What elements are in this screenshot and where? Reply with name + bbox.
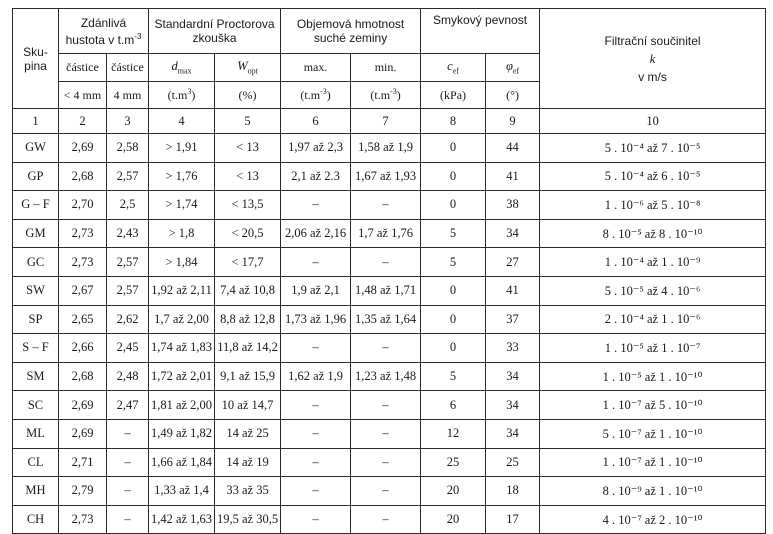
filtration-cell: 5 . 10⁻⁷ až 1 . 10⁻¹⁰: [540, 419, 766, 448]
dry-max-cell: 1,73 až 1,96: [281, 305, 351, 334]
particles-lt4-unit: < 4 mm: [59, 82, 107, 109]
min-header: min.: [351, 54, 421, 82]
group-cell: GP: [13, 162, 59, 191]
table-row: [13, 191, 766, 220]
dmax-cell: 1,81 až 2,00: [149, 391, 215, 420]
dmax-unit-exp: 3: [187, 87, 192, 96]
proctor-header: [149, 9, 281, 54]
group-cell: SW: [13, 276, 59, 305]
density-lt4-cell: 2,69: [59, 134, 107, 163]
table-row: [13, 334, 766, 363]
wopt-cell: 11,8 až 14,2: [215, 334, 281, 363]
density-4-cell: 2,47: [107, 391, 149, 420]
group-header: [13, 9, 59, 109]
filtration-header: [540, 9, 766, 109]
density-4-cell: 2,45: [107, 334, 149, 363]
phi-subscript: ef: [512, 66, 520, 76]
density-4-cell: 2,62: [107, 305, 149, 334]
dry-min-cell: 1,48 až 1,71: [351, 276, 421, 305]
density-lt4-cell: 2,73: [59, 219, 107, 248]
wopt-header: [215, 54, 281, 82]
density-lt4-cell: 2,68: [59, 162, 107, 191]
dmax-cell: 1,49 až 1,82: [149, 419, 215, 448]
dry-min-cell: –: [351, 477, 421, 506]
density-lt4-cell: 2,71: [59, 448, 107, 477]
filtration-cell: 1 . 10⁻⁶ až 5 . 10⁻⁸: [540, 191, 766, 220]
filtration-header-line1: Filtrační součinitel: [604, 33, 701, 48]
dry-min-cell: –: [351, 391, 421, 420]
dmax-header: [149, 54, 215, 82]
density-lt4-cell: 2,73: [59, 505, 107, 534]
phi-cell: 34: [486, 419, 540, 448]
filtration-cell: 1 . 10⁻⁷ až 1 . 10⁻¹⁰: [540, 448, 766, 477]
table-row: [13, 505, 766, 534]
table-row: [13, 276, 766, 305]
density-4-cell: –: [107, 448, 149, 477]
dmax-cell: 1,66 až 1,84: [149, 448, 215, 477]
wopt-cell: < 20,5: [215, 219, 281, 248]
phi-cell: 44: [486, 134, 540, 163]
density-4-cell: 2,48: [107, 362, 149, 391]
dmax-subscript: max: [177, 66, 192, 76]
dmax-cell: > 1,76: [149, 162, 215, 191]
dmax-cell: 1,42 až 1,63: [149, 505, 215, 534]
cef-cell: 0: [421, 305, 486, 334]
density-lt4-cell: 2,65: [59, 305, 107, 334]
density-lt4-cell: 2,69: [59, 391, 107, 420]
phi-cell: 34: [486, 219, 540, 248]
cef-symbol: c: [447, 59, 453, 74]
wopt-cell: 14 až 19: [215, 448, 281, 477]
density-4-cell: 2,43: [107, 219, 149, 248]
filtration-cell: 5 . 10⁻⁴ až 7 . 10⁻⁵: [540, 134, 766, 163]
dry-min-cell: –: [351, 505, 421, 534]
dmax-cell: > 1,91: [149, 134, 215, 163]
cef-cell: 0: [421, 162, 486, 191]
phi-cell: 38: [486, 191, 540, 220]
phi-cell: 18: [486, 477, 540, 506]
phi-symbol: φ: [505, 59, 513, 74]
phi-unit: (°): [486, 82, 540, 109]
dmax-cell: > 1,8: [149, 219, 215, 248]
dry-max-cell: –: [281, 334, 351, 363]
table-row: [13, 419, 766, 448]
wopt-cell: < 13,5: [215, 191, 281, 220]
dmax-cell: 1,72 až 2,01: [149, 362, 215, 391]
phi-cell: 34: [486, 362, 540, 391]
col-number: 7: [351, 109, 421, 134]
dmax-cell: > 1,84: [149, 248, 215, 277]
dry-max-cell: –: [281, 191, 351, 220]
filtration-header-symbol: k: [649, 50, 656, 66]
dry-max-cell: 2,1 až 2.3: [281, 162, 351, 191]
dry-max-cell: 1,97 až 2,3: [281, 134, 351, 163]
table-row: [13, 391, 766, 420]
cef-cell: 0: [421, 276, 486, 305]
filtration-cell: 1 . 10⁻⁵ až 1 . 10⁻¹⁰: [540, 362, 766, 391]
wopt-cell: < 17,7: [215, 248, 281, 277]
particles-4-header: částice: [107, 54, 149, 82]
wopt-cell: 14 až 25: [215, 419, 281, 448]
cef-header: [421, 54, 486, 82]
table-row: [13, 162, 766, 191]
density-4-cell: 2,58: [107, 134, 149, 163]
dmax-unit-text: (t.m: [167, 88, 188, 102]
dry-max-cell: 1,9 až 2,1: [281, 276, 351, 305]
col-number: 2: [59, 109, 107, 134]
col-number: 4: [149, 109, 215, 134]
cef-cell: 5: [421, 362, 486, 391]
group-cell: GW: [13, 134, 59, 163]
col-number: 5: [215, 109, 281, 134]
filtration-cell: 5 . 10⁻⁵ až 4 . 10⁻⁶: [540, 276, 766, 305]
max-unit-text: (t.m: [300, 88, 321, 102]
density-header-line1: Zdánlivá: [80, 15, 127, 30]
density-4-cell: –: [107, 419, 149, 448]
dry-max-cell: –: [281, 391, 351, 420]
phi-header: [486, 54, 540, 82]
density-4-cell: 2,57: [107, 162, 149, 191]
dry-max-cell: –: [281, 505, 351, 534]
shear-header: [421, 9, 540, 54]
filtration-cell: 1 . 10⁻⁵ až 1 . 10⁻⁷: [540, 334, 766, 363]
dry-density-header-line2: suché zeminy: [313, 31, 388, 45]
wopt-symbol: W: [237, 59, 248, 74]
density-4-cell: 2,57: [107, 248, 149, 277]
group-cell: CL: [13, 448, 59, 477]
filtration-cell: 1 . 10⁻⁷ až 5 . 10⁻¹⁰: [540, 391, 766, 420]
phi-cell: 17: [486, 505, 540, 534]
min-unit: $(t.m^{-3})$: [351, 82, 421, 109]
group-cell: SC: [13, 391, 59, 420]
group-cell: MH: [13, 477, 59, 506]
max-unit: $(t.m^{-3})$: [281, 82, 351, 109]
wopt-cell: 7,4 až 10,8: [215, 276, 281, 305]
density-lt4-cell: 2,68: [59, 362, 107, 391]
dmax-symbol: d: [171, 59, 178, 74]
density-lt4-cell: 2,79: [59, 477, 107, 506]
density-lt4-cell: 2,69: [59, 419, 107, 448]
phi-cell: 27: [486, 248, 540, 277]
wopt-cell: 8,8 až 12,8: [215, 305, 281, 334]
proctor-header-line1: Standardní Proctorova: [154, 17, 275, 31]
table-row: [13, 219, 766, 248]
column-number-row: [13, 109, 766, 134]
proctor-header-line2: zkouška: [192, 31, 237, 45]
phi-cell: 25: [486, 448, 540, 477]
dmax-cell: 1,33 až 1,4: [149, 477, 215, 506]
table-row: [13, 362, 766, 391]
dry-min-cell: 1,7 až 1,76: [351, 219, 421, 248]
group-cell: ML: [13, 419, 59, 448]
density-header: [59, 9, 149, 54]
filtration-cell: 1 . 10⁻⁴ až 1 . 10⁻⁹: [540, 248, 766, 277]
col-number: 6: [281, 109, 351, 134]
cef-unit: (kPa): [421, 82, 486, 109]
wopt-unit: (%): [215, 82, 281, 109]
filtration-cell: 5 . 10⁻⁴ až 6 . 10⁻⁵: [540, 162, 766, 191]
dry-density-header-line1: Objemová hmotnost: [296, 17, 405, 31]
group-cell: S – F: [13, 334, 59, 363]
dry-min-cell: 1,58 až 1,9: [351, 134, 421, 163]
wopt-cell: 10 až 14,7: [215, 391, 281, 420]
dry-min-cell: –: [351, 191, 421, 220]
filtration-cell: 8 . 10⁻⁹ až 1 . 10⁻¹⁰: [540, 477, 766, 506]
dry-min-cell: 1,23 až 1,48: [351, 362, 421, 391]
particles-4-unit: 4 mm: [107, 82, 149, 109]
group-cell: CH: [13, 505, 59, 534]
group-cell: G – F: [13, 191, 59, 220]
phi-cell: 34: [486, 391, 540, 420]
dmax-cell: 1,74 až 1,83: [149, 334, 215, 363]
particles-lt4-header: částice: [59, 54, 107, 82]
group-header-line1: Sku-: [23, 44, 48, 59]
density-lt4-cell: 2,73: [59, 248, 107, 277]
cef-cell: 0: [421, 134, 486, 163]
max-header: max.: [281, 54, 351, 82]
density-4-cell: 2,57: [107, 276, 149, 305]
dry-max-cell: –: [281, 448, 351, 477]
dry-min-cell: 1,67 až 1,93: [351, 162, 421, 191]
table-row: [13, 477, 766, 506]
dry-max-cell: 1,62 až 1,9: [281, 362, 351, 391]
group-cell: GC: [13, 248, 59, 277]
density-4-cell: –: [107, 505, 149, 534]
cef-cell: 20: [421, 505, 486, 534]
header-row-main: [13, 9, 766, 54]
density-4-cell: 2,5: [107, 191, 149, 220]
dry-max-cell: –: [281, 477, 351, 506]
wopt-cell: 9,1 až 15,9: [215, 362, 281, 391]
phi-cell: 41: [486, 276, 540, 305]
phi-cell: 37: [486, 305, 540, 334]
col-number: 1: [13, 109, 59, 134]
dmax-cell: > 1,74: [149, 191, 215, 220]
table-row: [13, 305, 766, 334]
dry-min-cell: –: [351, 334, 421, 363]
group-cell: GM: [13, 219, 59, 248]
dmax-cell: 1,92 až 2,11: [149, 276, 215, 305]
dmax-cell: 1,7 až 2,00: [149, 305, 215, 334]
shear-header-text: Smykový pevnost: [433, 13, 528, 27]
wopt-cell: < 13: [215, 162, 281, 191]
cef-cell: 5: [421, 219, 486, 248]
dry-max-cell: –: [281, 248, 351, 277]
dry-density-header: [281, 9, 421, 54]
density-lt4-cell: 2,66: [59, 334, 107, 363]
density-lt4-cell: 2,67: [59, 276, 107, 305]
table-row: [13, 248, 766, 277]
filtration-cell: 8 . 10⁻⁵ až 8 . 10⁻¹⁰: [540, 219, 766, 248]
group-header-line2: pina: [24, 58, 47, 73]
table-row: [13, 134, 766, 163]
cef-cell: 20: [421, 477, 486, 506]
cef-cell: 5: [421, 248, 486, 277]
wopt-cell: < 13: [215, 134, 281, 163]
cef-subscript: ef: [452, 66, 459, 76]
min-unit-exp: -3: [390, 87, 397, 96]
soil-table-container: [12, 8, 765, 534]
group-cell: SP: [13, 305, 59, 334]
col-number: 10: [540, 109, 766, 134]
soil-properties-table: [12, 8, 766, 534]
group-cell: SM: [13, 362, 59, 391]
cef-cell: 0: [421, 191, 486, 220]
dry-min-cell: –: [351, 448, 421, 477]
cef-cell: 6: [421, 391, 486, 420]
col-number: 9: [486, 109, 540, 134]
phi-cell: 41: [486, 162, 540, 191]
dry-min-cell: –: [351, 419, 421, 448]
filtration-cell: 4 . 10⁻⁷ až 2 . 10⁻¹⁰: [540, 505, 766, 534]
dry-max-cell: –: [281, 419, 351, 448]
wopt-cell: 33 až 35: [215, 477, 281, 506]
max-unit-exp: -3: [320, 87, 327, 96]
table-row: [13, 448, 766, 477]
dmax-unit: $(t.m^3)$: [149, 82, 215, 109]
wopt-subscript: opt: [247, 66, 258, 76]
density-4-cell: –: [107, 477, 149, 506]
filtration-cell: 2 . 10⁻⁴ až 1 . 10⁻⁶: [540, 305, 766, 334]
cef-cell: 0: [421, 334, 486, 363]
cef-cell: 25: [421, 448, 486, 477]
data-rows: [13, 134, 766, 534]
min-unit-text: (t.m: [370, 88, 391, 102]
wopt-cell: 19,5 až 30,5: [215, 505, 281, 534]
density-lt4-cell: 2,70: [59, 191, 107, 220]
density-header-line2: hustota v t.m: [65, 32, 135, 47]
col-number: 3: [107, 109, 149, 134]
dry-min-cell: –: [351, 248, 421, 277]
density-header-exp: -3: [134, 31, 142, 41]
cef-cell: 12: [421, 419, 486, 448]
dry-max-cell: 2,06 až 2,16: [281, 219, 351, 248]
phi-cell: 33: [486, 334, 540, 363]
col-number: 8: [421, 109, 486, 134]
dry-min-cell: 1,35 až 1,64: [351, 305, 421, 334]
filtration-header-unit: v m/s: [638, 69, 667, 84]
